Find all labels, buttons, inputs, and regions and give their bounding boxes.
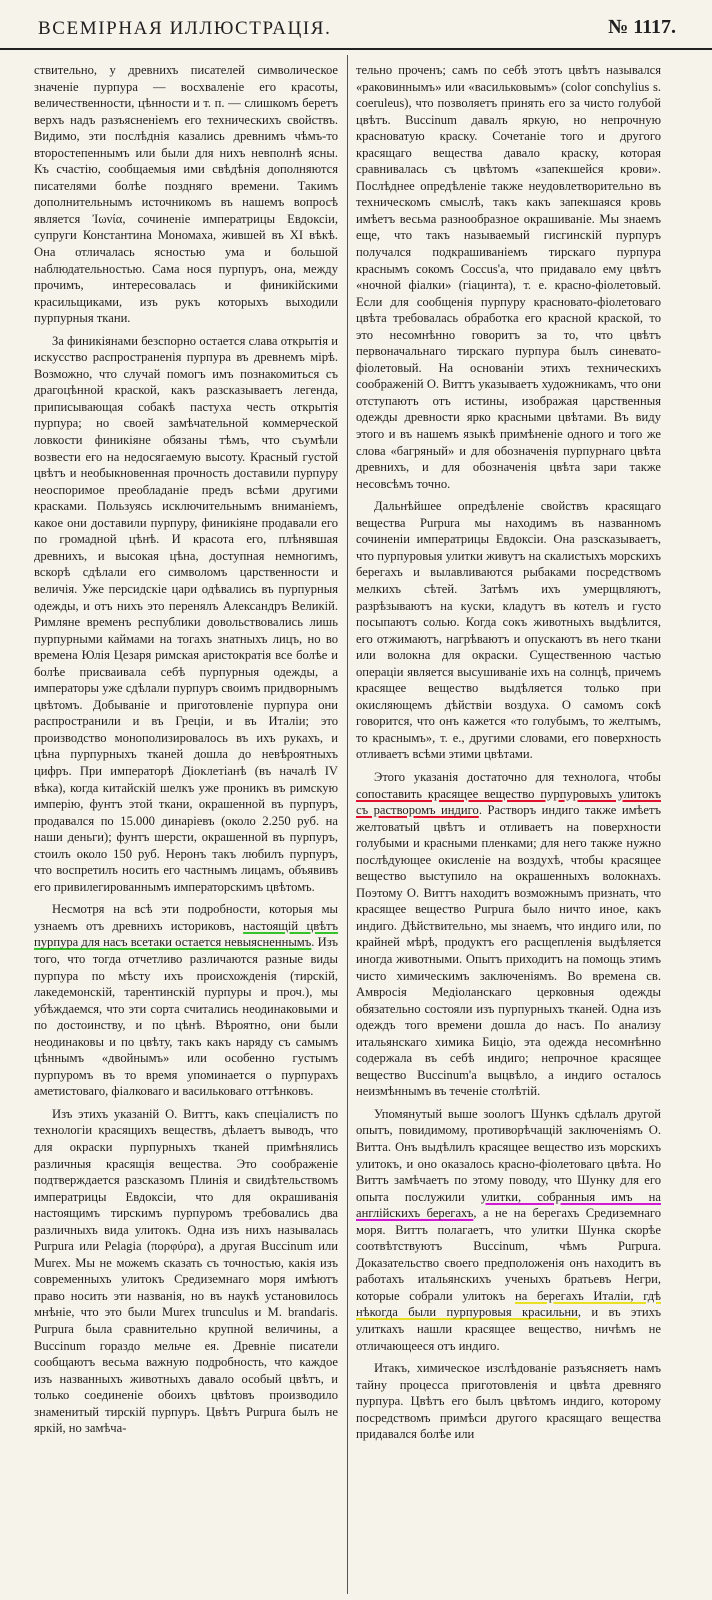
paragraph bbox=[34, 901, 338, 1100]
paragraph: За финикіянами безспорно остается слава открытія и искусство распространенія пурпура въ древнемъ мірѣ. Возможно, что случай помогъ имъ познакомиться съ драгоцѣнной краской, какъ разсказываетъ легенда, приписывающая собакѣ пастуха честь открытія пурпура; но своей замѣчательной коммерческой ловкости финикіяне обязаны тѣмъ, что съумѣли возвести его на недосягаемую высоту. Красный густой цвѣтъ и необыкновенная прочность доставили пурпуру неоспоримое преобладаніе предъ всѣми другими красками. Пользуясь исключительнымъ вниманіемъ, какое они доставили пурпуру, финикіяне продавали его по громадной цѣнѣ. И красота его, плѣнявшая древнихъ, и высокая цѣна, доступная немногимъ, вскорѣ сдѣлали его символомъ царственности и величія. Уже персидскіе цари одѣвались въ пурпурныя одежды, и отъ нихъ это перенялъ Александръ Великій. Римляне временъ республики довольствовались лишь пурпурными каймами на тогахъ знатныхъ лицъ, но во времена Юлія Цезаря римская аристократія все болѣе и болѣе присваивала себѣ пурпурныя одежды, а императоры уже сдѣлали пурпуръ своимъ придворнымъ цвѣтомъ. Добываніе и приготовленіе пурпура они распространили и въ Греціи, и въ Италіи; это производство монополизировалось въ ихъ рукахъ, и цѣна пурпурныхъ тканей дошла до невѣроятныхъ цифръ. При императорѣ Діоклетіанѣ (въ началѣ IV вѣка), когда китайскій шелкъ уже проникъ въ римскую имперію, фунтъ этой ткани, окрашенной въ пурпуръ, продавался по 15.000 динаріевъ (около 2.250 руб. на наши деньги); фунтъ шерсти, окрашенной въ пурпуръ, стоилъ около 150 руб. Неронъ такъ любилъ пурпуръ, что воспретилъ носить его частнымъ лицамъ, объявивъ его привилегированнымъ императорскимъ цвѣтомъ. bbox=[34, 333, 338, 894]
paragraph: Дальнѣйшее опредѣленіе свойствъ красящаго вещества Purpura мы находимъ въ названномъ сочиненіи императрицы Евдоксіи. Она разсказываетъ, что пурпуровыя улитки живутъ на скалистыхъ морскихъ берегахъ и вылавливаются рыбаками посредствомъ мелкихъ сѣтей. Затѣмъ ихъ умерщвляютъ, разрѣзываютъ на куски, кладутъ въ котелъ и густо посыпаютъ солью. Когда сокъ животныхъ выдѣлится, его отжимаютъ, нагрѣваютъ и опускаютъ въ него ткани или волокна для окраски. Существенною частью операціи является высушиваніе ихъ на солнцѣ, причемъ красящее вещество выдѣляется только при окисляющемъ дѣйствіи воздуха. О самомъ сокѣ говорится, что онъ кажется «то голубымъ, то желтымъ, то краснымъ», т. е., другими словами, его поверхность отливаетъ всѣми этими цвѣтами. bbox=[356, 499, 661, 762]
column-divider bbox=[347, 55, 348, 1594]
text-run: . Растворъ индиго также имѣетъ желтоватый цвѣтъ и отливаетъ на поверхности голубыми и красными пленками; для него также нужно послѣдующее окисленіе на воздухѣ, чтобы красящее вещество выступило на окрашенныхъ волокнахъ. Поэтому О. Виттъ находитъ возможнымъ признать, что красящее вещество Purpura было ничто иное, какъ индиго. Дѣйствительно, мы знаемъ, что индиго или, по крайней мѣрѣ, продуктъ его расщепленія выдѣляется иногда животными. Опытъ приходитъ на помощь этимъ чисто химическимъ заключеніямъ. Во времена св. Амвросія Медіоланскаго церковныя одежды обязательно состояли изъ пурпурныхъ тканей. Одна изъ одеждъ того времени дошла до насъ. По анализу итальянскаго химика Бицio, эта одежда несомнѣнно содержала въ себѣ индиго; непрочное красящее вещество Buccinum'а выцвѣло, а индиго осталось неизмѣннымъ въ теченіе столѣтій. bbox=[356, 803, 661, 1099]
text-run: . Изъ того, что тогда отчетливо различаются разные виды пурпура по мѣсту ихъ происхожденія (тирскій, лакедемонскій, тарентинскій пурпуры и проч.), мы убѣждаемся, что эти сорта считались неодинаковыми и по достоинству, и по цѣнѣ. Вѣроятно, они были неодинаковы и по цвѣту, такъ какъ наряду съ самымъ цѣннымъ «двойнымъ» или особенно густымъ пурпуромъ въ то время упоминается о пурпурахъ аметистоваго, фіалковаго и васильковаго оттѣнковъ. bbox=[34, 935, 338, 1099]
green-underlined-passage: настоящій цвѣтъ пурпура для насъ всетаки остается невыясненнымъ bbox=[34, 918, 339, 950]
text-run: , а не на берегахъ Средиземнаго моря. Виттъ полагаетъ, что улитки Шунка скорѣе соотвѣтствуютъ Buccinum, чѣмъ Purpura. Доказательство своего предположенія онъ находитъ въ работахъ итальянскихъ ученыхъ братьевъ Негри, которые собрали улитокъ bbox=[356, 1206, 661, 1303]
paragraph: ствительно, у древнихъ писателей символическое значеніе пурпура — восхваленіе его красоты, величественности, цѣнности и т. п. — слишкомъ беретъ верхъ надъ разъясненіемъ его техническихъ свойствъ. Видимо, эти послѣднія казались древнимъ чѣмъ-то второстепеннымъ или были для нихъ невполнѣ ясны. Къ счастію, сообщаемыя ими свѣдѣнія дополняются писателями болѣе поздняго времени. Такимъ дополнительнымъ источникомъ въ нашемъ вопросѣ является Ἰωνία, сочиненіе императрицы Евдоксіи, супруги Константина Мономаха, жившей въ XI вѣкѣ. Она отличалась ясностью ума и большой наблюдательностью. Сама нося пурпуръ, она, между прочимъ, интересовалась и финикійскими красильщиками, изъ рукъ которыхъ выходили пурпурныя ткани. bbox=[34, 63, 338, 326]
paragraph bbox=[356, 769, 661, 1100]
yellow-underlined-passage: на берегахъ Италіи, гдѣ нѣкогда были пурпуровыя красильни bbox=[356, 1288, 661, 1320]
text-run: , и въ этихъ улиткахъ нашли красящее вещество, ничѣмъ не отличающееся отъ индиго. bbox=[356, 1305, 661, 1353]
left-column bbox=[34, 62, 338, 1590]
page-header bbox=[0, 0, 712, 50]
text-run: Несмотря на всѣ эти подробности, которыя мы узнаемъ отъ древнихъ историковъ, bbox=[34, 902, 338, 933]
text-run: Упомянутый выше зоологъ Шункъ сдѣлалъ другой опытъ, повидимому, противорѣчащій заключеніямъ О. Витта. Онъ выдѣлилъ красящее вещество изъ морскихъ улитокъ, и оно оказалось красно-фіолетоваго цвѣта. Но Виттъ замѣчаетъ по этому поводу, что Шунку для его опыта послужили bbox=[356, 1106, 661, 1204]
journal-title: ВСЕМІРНАЯ ИЛЛЮСТРАЦІЯ. bbox=[38, 18, 332, 39]
right-column bbox=[356, 62, 661, 1590]
issue-number: № 1117. bbox=[608, 16, 676, 38]
magenta-underlined-passage: улитки, собранныя имъ на англійскихъ берегахъ bbox=[356, 1189, 661, 1221]
text-run: Этого указанія достаточно для технолога, чтобы bbox=[374, 769, 661, 784]
paragraph: тельно проченъ; самъ по себѣ этотъ цвѣтъ назывался «раковиннымъ» или «васильковымъ» (color conchylius s. coeruleus), что позволяетъ принять его за чисто голубой цвѣтъ. Buccinum давалъ яркую, но непрочную красноватую краску. Сочетаніе того и другого красящаго вещества давало краску, которая сравнивалась съ цвѣтомъ «запекшейся крови». Послѣднее опредѣленіе также неудовлетворительно въ техническомъ смыслѣ, такъ какъ запекшаяся кровь имѣетъ весьма разнообразное окрашиваніе. Мы знаемъ еще, что такъ называемый гисгинскій пурпуръ получался подкрашиваніемъ тирскаго пурпура краснымъ сокомъ Coccus'а, что придавало ему цвѣтъ «ночной фіалки» (гіацинта), т. е. красно-фіолетовый. Если для сообщенія пурпуру красновато-фіолетоваго цвѣта требовалась обработка его красной краской, то это несомнѣнно говоритъ за то, что цвѣтъ первоначальнаго тирскаго пурпура былъ синевато-фіолетовый. На основаніи этихъ техническихъ соображеній О. Виттъ указываетъ художникамъ, что они отступаютъ отъ истины, изображая царственныя одежды древности ярко красными цвѣтами. Въ виду этого и въ нашемъ языкѣ примѣненіе одного и того же слова «багряный» и для обозначенія пурпурнаго цвѣта древнихъ, и для обозначенія цвѣта зари также несовсѣмъ точно. bbox=[356, 63, 661, 491]
red-underlined-passage: сопоставить красящее вещество пурпуровыхъ улитокъ съ растворомъ индиго bbox=[356, 786, 661, 818]
paragraph: Изъ этихъ указаній О. Виттъ, какъ спеціалистъ по технологіи красящихъ веществъ, дѣлаетъ выводъ, что для окраски пурпурныхъ тканей примѣнялись различныя красящія вещества. Это соображеніе подтверждается разсказомъ Плинія и свидѣтельствомъ императрицы Евдоксіи, что для окрашиванія настоящимъ тирскимъ пурпуромъ требовались два различныхъ вида улитокъ. Одна изъ нихъ называлась Purpura или Pelagia (πορφύρα), а другая Buccinum или Murex. Мы не можемъ сказать съ точностью, какія изъ современныхъ улитокъ Средиземнаго моря имѣютъ право носить эти названія, но въ наукѣ установилось мнѣніе, что это были Murex trunculus и M. brandaris. Purpura была сравнительно крупной величины, а Buccinum гораздо мельче ея. Древніе писатели сообщаютъ весьма важную подробность, что каждое изъ названныхъ животныхъ давало особый цвѣтъ, и только соединеніе обоихъ цвѣтовъ производило знаменитый тирскій пурпуръ. Цвѣтъ Purpura былъ не яркій, но замѣча- bbox=[34, 1106, 338, 1436]
paragraph bbox=[356, 1106, 661, 1354]
paragraph: Итакъ, химическое изслѣдованіе разъясняетъ намъ тайну процесса приготовленія и цвѣта древняго пурпура. Цвѣтъ его былъ цвѣтомъ индиго, которому посредствомъ примѣси другого красящаго вещества придавался болѣе или bbox=[356, 1361, 661, 1442]
